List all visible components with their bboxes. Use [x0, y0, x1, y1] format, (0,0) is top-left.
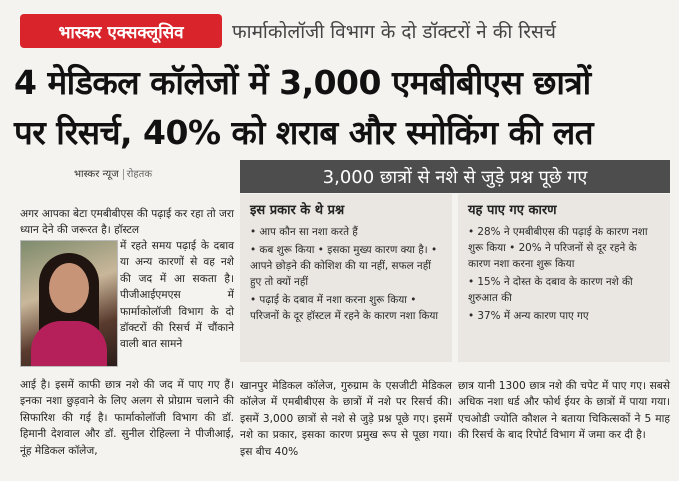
reason-item: • 15% ने दोस्त के दबाव के कारण नशे की शुरुआत की [468, 276, 633, 304]
middle-paragraph: खानपुर मेडिकल कॉलेज, गुरुग्राम के एसजीटी मेडिकल कॉलेज में एमबीबीएस के छात्रों में नशे पर रिसर्च की। इसमें 3,000 छात्रों से नशे से जुड़े प्रश्न पूछे गए। इसमें नशे का प्रकार, इसका कारण प्रमुख रूप से पूछा गया। इस बीच 40% [240, 380, 452, 458]
exclusive-badge: भास्कर एक्सक्लूसिव [20, 14, 222, 48]
photo-shirt [31, 321, 107, 366]
questions-box [240, 194, 452, 362]
byline-place: रोहतक [123, 169, 152, 180]
headline-line-2: पर रिसर्च, 40% को शराब और स्मोकिंग की लत [14, 113, 594, 152]
left-paragraph-bottom: आई है। इसमें काफी छात्र नशे की जद में पाए गए हैं। इनका नशा छुड़वाने के लिए अलग से प्रोग्राम चलाने की सिफारिश की गई है। फार्माकोलॉजी विभाग की डॉ. हिमानी देशवाल और डॉ. सुनील रोहिल्ला ने पीजीआई, नूंह मेडिकल कॉलेज, [20, 379, 234, 457]
questions-list [240, 220, 452, 330]
reason-item: • 28% ने एमबीबीएस की पढ़ाई के कारण नशा शुरू किया • 20% ने परिजनों से दूर रहने के कारण नशा करना शुरू किया [468, 226, 648, 270]
questions-title: इस प्रकार के थे प्रश्न [250, 203, 345, 218]
right-paragraph: छात्र यानी 1300 छात्र नशे की चपेट में पाए गए। सबसे अधिक नशा धर्ड और फोर्थ ईयर के छात्रों में पाया गया। एचओडी ज्योति कौशल ने बताया चिकित्सकों ने 5 माह की रिसर्च के बाद रिपोर्ट विभाग में जमा कर दी है। [458, 380, 670, 442]
left-paragraph-top: अगर आपका बेटा एमबीबीएस की पढ़ाई कर रहा तो जरा ध्यान देने की जरूरत है। हॉस्टल [20, 208, 234, 237]
headline [14, 58, 669, 158]
left-paragraph-wrap: में रहते समय पढ़ाई के दबाव या अन्य कारणों से वह नशे की जद में आ सकता है। पीजीआईएमएस में फार्माकोलॉजी विभाग के दो डॉक्टरों की रिसर्च में चौंकाने वाली बात सामने [120, 240, 234, 351]
reason-item: • 37% में अन्य कारण पाए गए [468, 310, 589, 322]
reasons-box [458, 194, 670, 362]
section-title-bar: 3,000 छात्रों से नशे से जुड़े प्रश्न पूछे गए [240, 160, 670, 193]
headline-line-1: 4 मेडिकल कॉलेजों में 3,000 एमबीबीएस छात्रों [14, 63, 591, 102]
question-item: • पढ़ाई के दबाव में नशा करना शुरू किया • परिजनों के दूर हॉस्टल में रहने के कारण नशा किया [250, 294, 439, 322]
reporter-photo [20, 240, 118, 367]
photo-face [49, 263, 89, 313]
question-item: • कब शुरू किया • इसका मुख्य कारण क्या है। • आपने छोड़ने की कोशिश की या नहीं, सफल नहीं हुए तो क्यों नहीं [250, 244, 438, 288]
question-item: • आप कौन सा नशा करते हैं [250, 226, 358, 238]
reasons-list [458, 220, 670, 330]
byline [74, 166, 152, 180]
kicker-text: फार्माकोलॉजी विभाग के दो डॉक्टरों ने की रिसर्च [232, 21, 556, 43]
byline-source: भास्कर न्यूज [74, 169, 119, 180]
reasons-title: यह पाए गए कारण [468, 203, 557, 218]
